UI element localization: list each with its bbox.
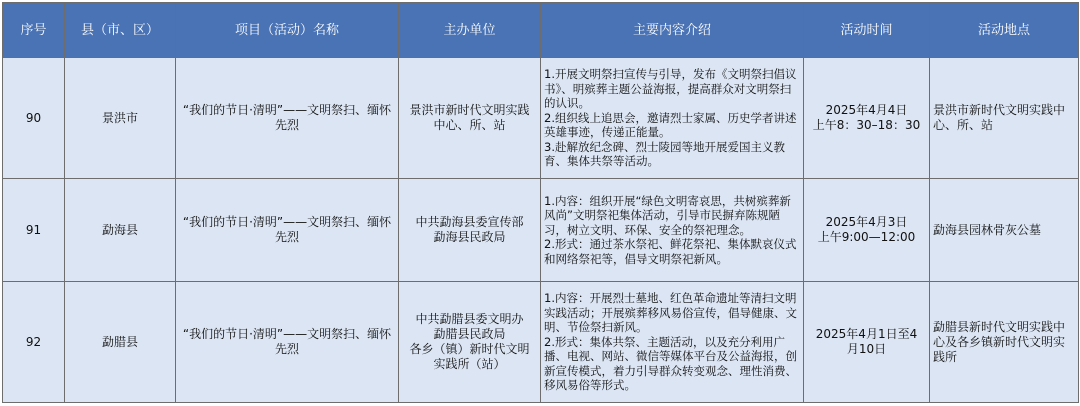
cell-no: 91 — [3, 179, 65, 282]
cell-project-name: “我们的节日·清明”——文明祭扫、缅怀先烈 — [176, 282, 399, 403]
intro-line: 1.内容：开展烈士墓地、红色革命遗址等清扫文明实践活动；开展殡葬移风易俗宣传，倡导健康、文明、节俭祭扫新风。 — [544, 291, 797, 335]
header-project-name: 项目（活动）名称 — [176, 3, 399, 58]
cell-place: 勐腊县新时代文明实践中心及各乡镇新时代文明实践所 — [930, 282, 1079, 403]
cell-project-name: “我们的节日·清明”——文明祭扫、缅怀先烈 — [176, 58, 399, 179]
organizer-line: 中共勐腊县委文明办 — [415, 312, 524, 326]
intro-line: 2.形式：通过茶水祭祀、鲜花祭祀、集体默哀仪式和网络祭祀等，倡导文明祭祀新风。 — [544, 237, 797, 266]
header-no: 序号 — [3, 3, 65, 58]
cell-no: 90 — [3, 58, 65, 179]
time-line: 上午9:00—12:00 — [817, 230, 916, 244]
cell-place: 勐海县园林骨灰公墓 — [930, 179, 1079, 282]
intro-line: 2.形式：集体共祭、主题活动，以及充分利用广播、电视、网站、微信等媒体平台及公益海报，创新宣传模式，着力引导群众转变观念、理性消费、移风易俗等形式。 — [544, 334, 797, 393]
cell-intro — [541, 282, 804, 403]
cell-time — [804, 179, 930, 282]
cell-time — [804, 282, 930, 403]
header-intro: 主要内容介绍 — [541, 3, 804, 58]
cell-organizer — [399, 179, 541, 282]
cell-place: 景洪市新时代文明实践中心、所、站 — [930, 58, 1079, 179]
time-line: 2025年4月4日 — [825, 103, 908, 117]
table-row — [3, 179, 1079, 282]
cell-intro — [541, 179, 804, 282]
cell-organizer — [399, 282, 541, 403]
time-line: 上午8：30–18：30 — [812, 118, 921, 132]
cell-project-name: “我们的节日·清明”——文明祭扫、缅怀先烈 — [176, 179, 399, 282]
cell-time — [804, 58, 930, 179]
header-organizer: 主办单位 — [399, 3, 541, 58]
organizer-line: 景洪市新时代文明实践中心、所、站 — [409, 103, 530, 132]
cell-county: 勐腊县 — [65, 282, 176, 403]
intro-line: 2.组织线上追思会，邀请烈士家属、历史学者讲述英雄事迹，传递正能量。 — [544, 110, 797, 140]
cell-intro — [541, 58, 804, 179]
organizer-line: 勐腊县民政局 — [433, 327, 506, 341]
time-line: 2025年4月3日 — [825, 215, 908, 229]
cell-organizer — [399, 58, 541, 179]
table-row — [3, 58, 1079, 179]
intro-line: 1.内容：组织开展“绿色文明寄哀思，共树殡葬新风尚”文明祭祀集体活动，引导市民摒弃陈规陋习，树立文明、环保、安全的祭祀理念。 — [544, 193, 791, 237]
time-line: 2025年4月1日至4月10日 — [815, 327, 918, 356]
header-row — [3, 3, 1079, 58]
organizer-line: 勐海县民政局 — [433, 230, 506, 244]
organizer-line: 各乡（镇）新时代文明实践所（站） — [409, 342, 530, 371]
cell-county: 景洪市 — [65, 58, 176, 179]
activity-table — [2, 2, 1079, 403]
intro-line: 1.开展文明祭扫宣传与引导，发布《文明祭扫倡议书》、明殡葬主题公益海报，提高群众对文明祭扫的认识。 — [544, 67, 797, 111]
header-place: 活动地点 — [930, 3, 1079, 58]
cell-no: 92 — [3, 282, 65, 403]
intro-line: 3.赴解放纪念碑、烈士陵园等地开展爱国主义教育、集体共祭等活动。 — [544, 139, 785, 169]
header-time: 活动时间 — [804, 3, 930, 58]
organizer-line: 中共勐海县委宣传部 — [415, 215, 524, 229]
cell-county: 勐海县 — [65, 179, 176, 282]
header-county: 县（市、区） — [65, 3, 176, 58]
table-row — [3, 282, 1079, 403]
